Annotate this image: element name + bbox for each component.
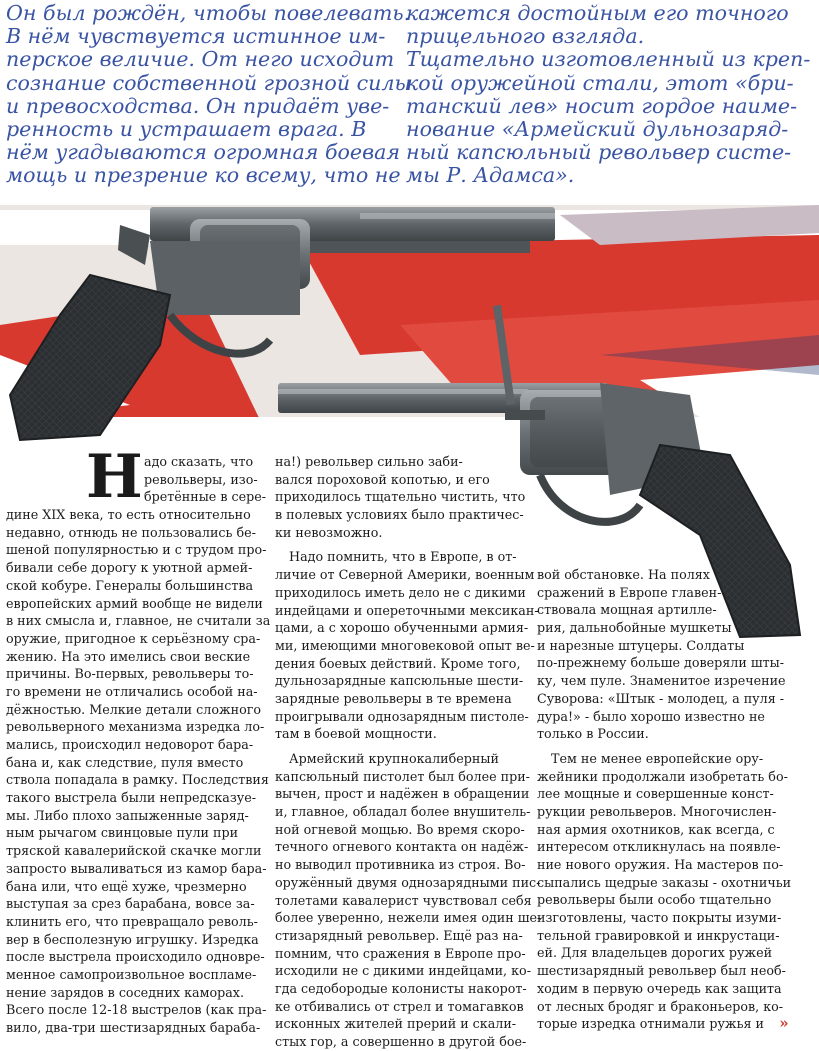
text-line: изготовлены, часто покрыты изуми- [537, 910, 782, 926]
text-line: исходили не с дикими индейцами, ко- [275, 963, 531, 979]
text-line: недавно, отнюдь не пользовались бе- [6, 524, 256, 540]
text-line: Тем не менее европейские ору- [551, 750, 764, 766]
article-column-2 [275, 453, 542, 1051]
last-line-text: торые изредка отнимали ружья и [537, 1016, 764, 1032]
text-line: бретённые в сере- [144, 489, 267, 505]
text-line: цами, а с хорошо обученными армия- [275, 620, 529, 636]
text-line: в полевых условиях было практичес- [275, 507, 524, 523]
text-line: европейских армий вообще не видели [6, 595, 263, 611]
continue-arrow-icon: » [773, 1014, 789, 1033]
text-line: ной огневой мощью. Во время скоро- [275, 821, 525, 837]
text-line: ской кобуре. Генералы большинства [6, 577, 254, 593]
text-line: и, главное, обладал более внушитель- [275, 804, 531, 820]
text-line: клинить его, что превращало револь- [6, 913, 258, 929]
text-line: Суворова: «Штык - молодец, а пуля - [537, 690, 785, 706]
intro-line: ный капсюльный револьвер систе- [406, 140, 792, 165]
text-line: исконных жителей прерий и скали- [275, 1016, 517, 1032]
text-line: индейцами и опереточными мексикан- [275, 602, 539, 618]
text-line: рия, дальнобойные мушкеты [537, 620, 732, 636]
text-line: проигрывали однозарядным пистоле- [275, 708, 529, 724]
paragraph-gap [537, 743, 815, 750]
text-line: револьверы были особо тщательно [537, 892, 772, 908]
text-line: бана и, как следствие, пуля вместо [6, 754, 244, 770]
text-line: Надо помнить, что в Европе, в от- [289, 549, 517, 565]
text-line: револьверы, изо- [144, 471, 258, 487]
text-line-last [537, 1015, 815, 1033]
text-line: Всего после 12-18 выстрелов (как пра- [6, 1002, 267, 1018]
text-line: тряской кавалерийской скачке могли [6, 843, 262, 859]
text-line: сыпались щедрые заказы - охотничьи [537, 874, 792, 890]
text-line: но выводил противника из строя. Во- [275, 857, 526, 873]
intro-left-column [6, 1, 412, 188]
text-line: ки невозможно. [275, 524, 383, 540]
text-line: Армейский крупнокалиберный [289, 751, 499, 766]
text-line: стых гор, а совершенно в другой бое- [275, 1034, 527, 1049]
text-line: оружённый двумя однозарядными пис- [275, 874, 541, 890]
intro-line: перское величие. От него исходит [6, 47, 395, 72]
text-line: и нарезные штуцеры. Солдаты [537, 637, 745, 653]
paragraph-gap [275, 743, 530, 750]
text-line: ми, имеющими многовековой опыт ве- [275, 637, 535, 653]
text-line: выступая за срез барабана, вовсе за- [6, 896, 255, 912]
text-line: шеной популярностью и с трудом про- [6, 542, 267, 558]
text-line: по-прежнему больше доверяли шты- [537, 655, 785, 671]
text-line: револьверного механизма изредка ло- [6, 719, 265, 735]
text-line: ствовала мощная артилле- [537, 602, 717, 618]
text-line: стизарядный револьвер. Ещё раз на- [275, 927, 523, 943]
text-line: оружие, пригодное к серьёзному сра- [6, 630, 261, 646]
text-line: дура!» - было хорошо известно не [537, 708, 765, 724]
text-line: вался пороховой копотью, и его [275, 471, 490, 487]
intro-line: ренность и устрашает врага. В [6, 116, 367, 141]
text-line: гда седобородые колонисты накорот- [275, 980, 527, 996]
intro-line: мы Р. Адамса». [406, 163, 575, 188]
intro-line: и превосходства. Он придаёт уве- [6, 93, 390, 118]
text-line: дёжностью. Мелкие детали сложного [6, 701, 262, 717]
text-line: вер в бесполезную игрушку. Изредка [6, 931, 259, 947]
text-line: бивали себе дорогу к уютной армей- [6, 560, 253, 576]
text-line: течного огневого контакта он надёж- [275, 839, 529, 855]
text-line: мы. Либо плохо запыженные заряд- [6, 807, 249, 823]
text-line: зарядные револьверы в те времена [275, 690, 512, 706]
text-line: помним, что сражения в Европе про- [275, 945, 526, 961]
text-line: жейники продолжали изобретать бо- [537, 768, 788, 784]
text-line: сражений в Европе главен- [537, 584, 722, 600]
intro-right-column [406, 2, 811, 188]
text-line: лее мощные и совершенные конст- [537, 786, 774, 802]
text-line: такого выстрела были непредсказуе- [6, 790, 257, 806]
text-line: от лесных бродяг и браконьеров, ко- [537, 998, 784, 1014]
intro-line: кой оружейной стали, этот «бри- [406, 70, 794, 95]
text-line: причины. Во-первых, револьверы то- [6, 666, 254, 682]
text-line: бана или, что ещё хуже, чрезмерно [6, 878, 247, 894]
intro-line: танский лев» носит гордое наиме- [406, 93, 798, 118]
intro-line: кажется достойным его точного [406, 1, 789, 25]
text-line: ние нового оружия. На мастеров по- [537, 857, 784, 872]
intro-line: Тщательно изготовленный из креп- [406, 47, 811, 72]
drop-cap: Н [86, 442, 143, 512]
intro-line: Он был рождён, чтобы повелевать. [6, 1, 411, 25]
text-line: тельной гравировкой и инкрустаци- [537, 927, 780, 943]
text-line: там в боевой мощности. [275, 726, 437, 742]
text-line: вило, два-три шестизарядных бараба- [6, 1020, 261, 1035]
intro-line: нём угадываются огромная боевая [6, 140, 401, 165]
text-line: ствола попадала в рамку. Последствия [6, 772, 269, 788]
text-line: на!) револьвер сильно заби- [275, 454, 463, 469]
text-line: мались, происходил недоворот бара- [6, 737, 254, 752]
text-line: личие от Северной Америки, военным [275, 567, 535, 583]
text-line: вычен, прост и надёжен в обращении [275, 786, 530, 802]
text-line: ей. Для владельцев дорогих ружей [537, 945, 773, 961]
text-line: толетами кавалерист чувствовал себя [275, 892, 532, 908]
text-line: дения боевых действий. Кроме того, [275, 655, 521, 671]
text-line: капсюльный пистолет был более при- [275, 768, 530, 784]
text-line: запросто вываливаться из камор бара- [6, 860, 267, 876]
text-line: интересом откликнулась на появле- [537, 839, 781, 855]
intro-line: прицельного взгляда. [406, 24, 645, 49]
intro-line: нование «Армейский дульнозаряд- [406, 116, 789, 141]
text-line: приходилось иметь дело не с дикими [275, 584, 526, 600]
text-line: адо сказать, что [144, 454, 254, 469]
text-line: ке отбивались от стрел и томагавков [275, 998, 524, 1014]
text-line: в них смысла и, главное, не считали за [6, 613, 271, 629]
text-line: приходилось тщательно чистить, что [275, 489, 526, 505]
text-line: жению. На это имелись свои веские [6, 648, 251, 664]
text-line: ным рычагом свинцовые пули при [6, 825, 239, 841]
text-line: рукции револьверов. Многочислен- [537, 803, 777, 819]
intro-line: сознание собственной грозной силы [6, 70, 412, 95]
text-line: шестизарядный револьвер был необ- [537, 963, 786, 979]
text-line: го времени не отличались особой на- [6, 683, 258, 699]
paragraph-gap [275, 541, 530, 548]
text-line: ная армия охотников, как всегда, с [537, 821, 775, 837]
text-line: вой обстановке. На полях [537, 567, 710, 582]
text-line: более уверенно, нежели имея один ше- [275, 910, 542, 926]
text-line: дине XIX века, то есть относительно [6, 507, 251, 523]
intro-line: В нём чувствуется истинное им- [6, 24, 386, 49]
text-line: нение зарядов в соседних каморах. [6, 984, 244, 1000]
text-line: ходим в первую очередь как защита [537, 980, 782, 996]
intro-line: мощь и презрение ко всему, что не [6, 163, 401, 188]
article-column-3 [537, 566, 815, 1033]
text-line: дульнозарядные капсюльные шести- [275, 673, 524, 689]
text-line: после выстрела происходило одновре- [6, 949, 265, 965]
article-column-1 [6, 453, 271, 1037]
text-line: менное самопроизвольное воспламе- [6, 966, 257, 982]
text-line: ку, чем пуле. Знаменитое изречение [537, 673, 786, 689]
text-line: только в России. [537, 726, 649, 742]
